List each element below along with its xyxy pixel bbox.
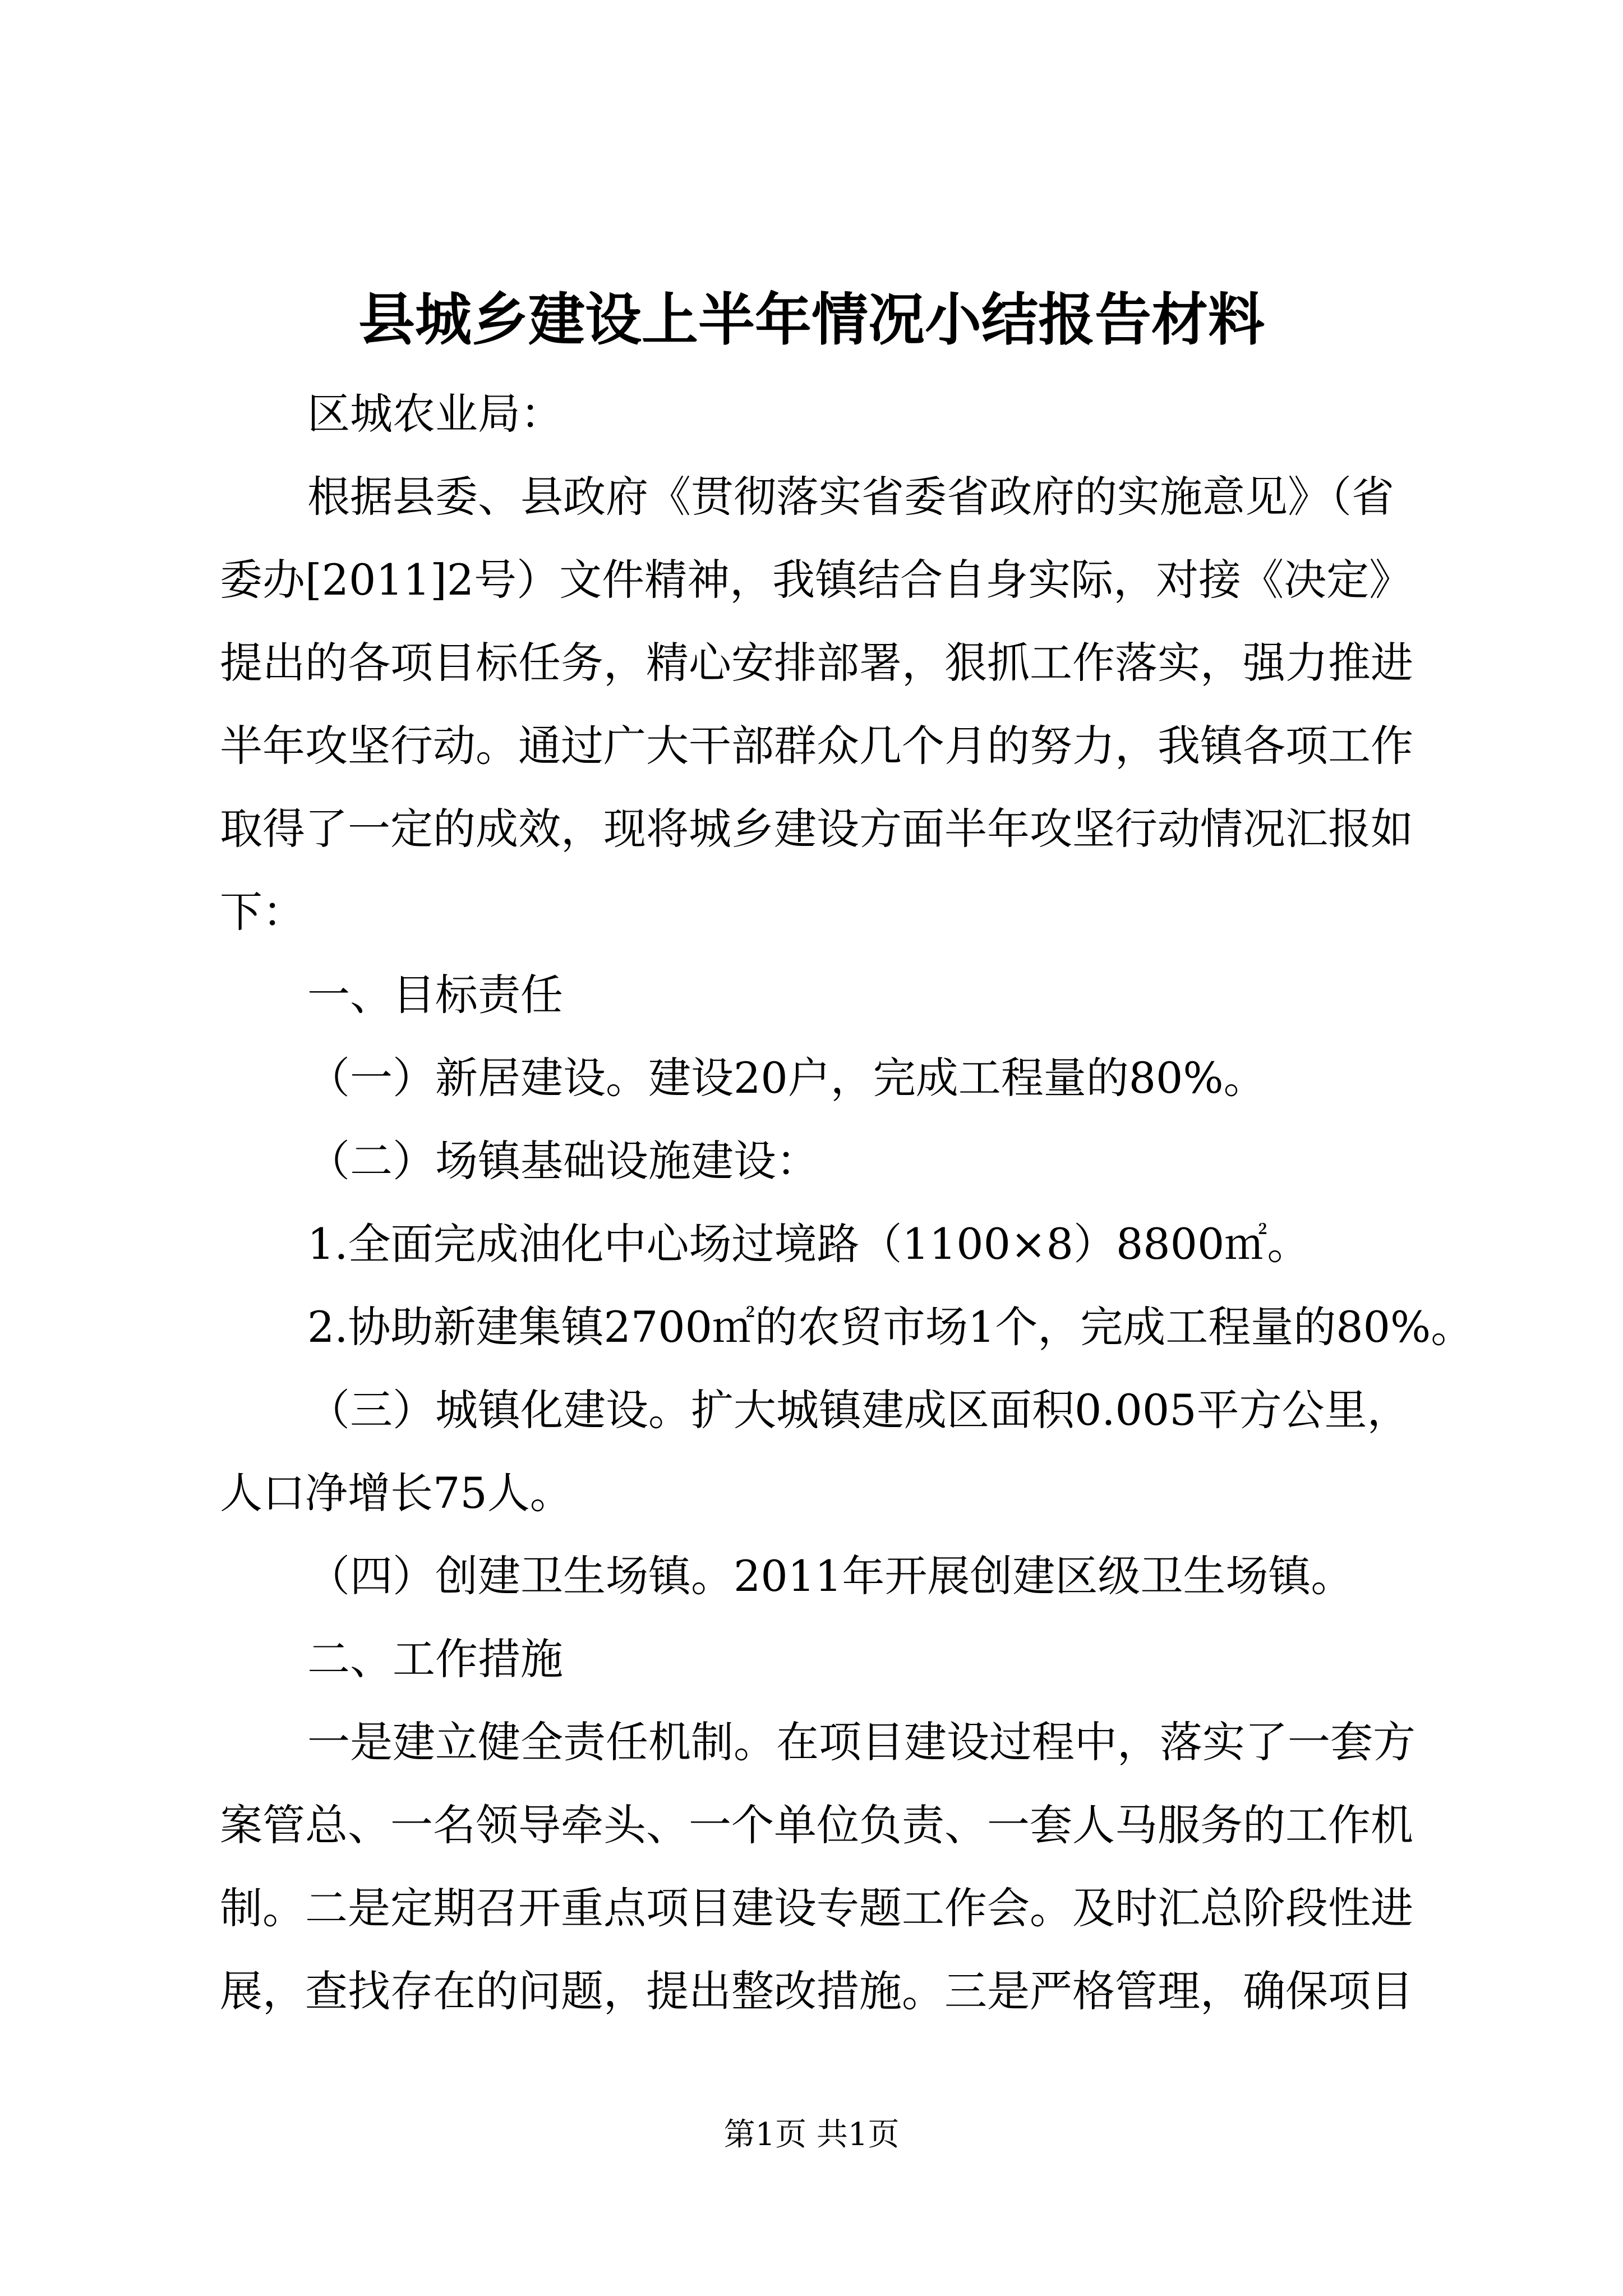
document-title: 县城乡建设上半年情况小结报告材料 xyxy=(358,286,1265,353)
paragraph-line: （一）新居建设。建设20户，完成工程量的80%。 xyxy=(307,1053,1266,1103)
section-heading: 一、目标责任 xyxy=(307,970,563,1020)
paragraph-line: 一是建立健全责任机制。在项目建设过程中，落实了一套方 xyxy=(307,1717,1415,1767)
paragraph-line: 制。二是定期召开重点项目建设专题工作会。及时汇总阶段性进 xyxy=(220,1883,1413,1933)
salutation-line: 区城农业局： xyxy=(307,389,563,439)
paragraph-line: 1.全面完成油化中心场过境路（1100×8）8800㎡。 xyxy=(307,1219,1310,1269)
paragraph-line: 人口净增长75人。 xyxy=(220,1468,573,1518)
page-footer: 第1页 共1页 xyxy=(723,2116,900,2153)
paragraph-line: 2.协助新建集镇2700㎡的农贸市场1个，完成工程量的80%。 xyxy=(307,1302,1474,1352)
paragraph-line: 半年攻坚行动。通过广大干部群众几个月的努力，我镇各项工作 xyxy=(220,721,1413,771)
paragraph-line: 取得了一定的成效，现将城乡建设方面半年攻坚行动情况汇报如 xyxy=(220,804,1413,854)
paragraph-line: 提出的各项目标任务，精心安排部署，狠抓工作落实，强力推进 xyxy=(220,638,1413,688)
paragraph-line: （四）创建卫生场镇。2011年开展创建区级卫生场镇。 xyxy=(307,1551,1354,1601)
paragraph-line: （三）城镇化建设。扩大城镇建成区面积0.005平方公里， xyxy=(307,1385,1410,1435)
paragraph-line: （二）场镇基础设施建设： xyxy=(307,1136,819,1186)
paragraph-line: 下： xyxy=(220,887,305,937)
paragraph-line: 展，查找存在的问题，提出整改措施。三是严格管理，确保项目 xyxy=(220,1966,1413,2016)
paragraph-line: 案管总、一名领导牵头、一个单位负责、一套人马服务的工作机 xyxy=(220,1800,1413,1850)
paragraph-line: 委办[2011]2号）文件精神，我镇结合自身实际，对接《决定》 xyxy=(220,555,1412,605)
section-heading: 二、工作措施 xyxy=(307,1634,563,1684)
paragraph-line: 根据县委、县政府《贯彻落实省委省政府的实施意见》（省 xyxy=(307,472,1394,522)
